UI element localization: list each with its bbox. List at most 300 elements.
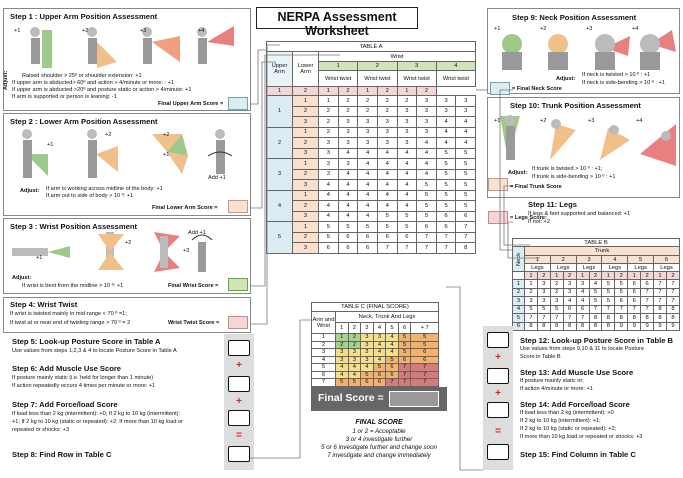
table-a-upper-arm-cell: 1 [267,96,293,128]
table-c-row-label: 4 [312,356,336,364]
table-a-cell: 4 [319,211,339,222]
table-b-cell: 8 [602,314,615,323]
table-a-cell: 5 [436,148,456,159]
step4-line-2: If twist at or near end of twisting range > 70 º = 2 [10,320,131,326]
table-c-cell: 5 [398,334,411,342]
table-a-twist-cell: 2 [377,87,397,96]
table-c-cell: 2 [336,341,349,349]
table-a-row [267,222,476,233]
table-a-twist-labels: Wrist twist Wrist twist Wrist twist Wrist twist [267,71,476,87]
table-b-row [513,288,680,297]
table-b-cell: 2 [550,280,563,289]
final-score-label: Final Score = [318,392,384,404]
table-a-cell: 5 [456,180,476,191]
trunk-figure-2 [550,119,576,160]
table-a-cell: 4 [377,169,397,180]
table-b-legs-label: Legs [628,264,654,272]
table-a-cell: 5 [377,211,397,222]
final-score-box[interactable] [389,391,439,407]
table-b-title: TABLE B [513,239,680,247]
table-a-cell: 3 [417,106,437,117]
table-a-cell: 5 [417,211,437,222]
table-b-cell: 5 [615,288,628,297]
table-a-cell: 5 [338,222,358,233]
table-c-cell: 4 [373,356,386,364]
step2-adjust-label: Adjust: [20,188,40,194]
table-a-cell: 2 [319,127,339,138]
trunk-score-box[interactable] [488,178,508,191]
table-a-cell: 4 [338,190,358,201]
step1-angle-1: +1 [14,28,21,34]
table-b-legs-cell: 1 [602,272,615,280]
lower-arm-figure-3 [152,134,188,174]
table-a-cell: 4 [436,127,456,138]
step2-line-2: If arm out to side of body > 10 º: +1 [46,193,134,199]
table-a-cell: 4 [319,190,339,201]
table-a-cell: 4 [377,190,397,201]
table-a-cell: 4 [358,211,378,222]
table-c-column-box[interactable] [487,444,509,460]
table-c-cell: 3 [336,349,349,357]
lower-arm-score-box[interactable] [228,200,248,213]
table-a-cell: 3 [358,117,378,128]
table-b-cell: 8 [602,322,615,331]
table-a-upper-arm-cell: 4 [267,190,293,222]
table-c-cell: 6 [411,356,439,364]
upper-arm-figures [12,22,242,72]
table-a-cell: 2 [377,106,397,117]
step3-angle-3: +3 [183,248,190,254]
table-a-cell: 6 [338,243,358,254]
table-b-legs-cell: 2 [563,272,576,280]
table-b-cell: 7 [641,288,654,297]
step14-line-3: If 2 kg to 10 kg (static or repeated): +2; [520,426,617,432]
table-a-twist-cell: 1 [397,87,417,96]
muscle-use-a-box[interactable] [228,376,250,392]
table-a-cell: 6 [358,243,378,254]
table-b-cell: 7 [602,305,615,314]
trunk-figure-4 [640,124,676,166]
table-b-neck-header: Neck [513,247,525,272]
table-a-lower-arm-cell: 1 [293,190,319,201]
table-a-cell: 4 [397,169,417,180]
table-a-lower-arm-cell: 1 [293,96,319,107]
table-a-twist-cell: 1 [319,87,339,96]
step10-angle-4: +4 [636,118,643,124]
table-a-cell: 3 [319,169,339,180]
posture-a-score-box[interactable] [228,340,250,356]
table-a-cell: 5 [456,159,476,170]
table-a-cell: 7 [436,243,456,254]
table-b-cell: 6 [563,305,576,314]
table-a-cell: 5 [377,222,397,233]
table-a-cell: 5 [417,201,437,212]
table-b-trunk-col: 3 [576,256,602,264]
table-b-cell: 8 [550,322,563,331]
step1-line-1: Raised shoulder > 25º or shoulder extension: +1 [22,73,142,79]
table-a-cell: 4 [319,201,339,212]
table-b-cell: 3 [537,297,550,306]
table-c-cell: 3 [361,349,374,357]
table-a-lower-arm-cell: 3 [293,148,319,159]
wrist-figure-3 [154,232,180,272]
table-b-legs-cell: 2 [641,272,654,280]
table-a-cell: 4 [338,211,358,222]
step10-line-1: If trunk is twisted > 10 º : +1; [532,166,603,172]
table-c-cell: 3 [336,356,349,364]
table-c-row [312,334,439,342]
step1-angle-3: +3 [140,28,147,34]
step3-title: Step 3 : Wrist Position Assessment [10,222,138,231]
table-c-cell: 7 [398,379,411,387]
table-a-cell: 3 [338,117,358,128]
table-c-cell: 7 [398,371,411,379]
table-b-cell: 8 [589,322,602,331]
upper-arm-figure-2 [87,27,117,68]
table-c-cell: 4 [336,371,349,379]
table-a-cell: 3 [319,148,339,159]
table-b-legs-cell: 1 [628,272,641,280]
table-a-cell: 5 [319,222,339,233]
table-a-cell: 8 [456,243,476,254]
step7-line-3: repeated or shocks: +3 [12,427,70,433]
table-c-cell: 5 [373,364,386,372]
step7-title: Step 7: Add Force/load Score [12,400,118,409]
table-a-cell: 3 [456,96,476,107]
final-score-heading: FINAL SCORE [355,419,403,426]
table-b-cell: 8 [628,314,641,323]
trunk-figures [490,110,676,166]
table-b-cell: 3 [525,297,538,306]
table-c-cell: 2 [348,334,361,342]
step3-angle-2: +2 [125,240,132,246]
step11-line-1: If legs & feet supported and balanced: +1 [528,211,631,217]
posture-b-score-box[interactable] [487,332,509,348]
step1-angle-4: +4 [198,28,205,34]
neck-score-box[interactable] [490,82,510,95]
table-b-legs-label: Legs [602,264,628,272]
table-c-cell: 4 [348,371,361,379]
table-a-row [267,127,476,138]
table-a-cell: 3 [397,127,417,138]
table-b-row [513,322,680,331]
table-c [311,302,439,394]
table-a-cell: 4 [456,117,476,128]
force-load-b-box[interactable] [487,402,509,418]
table-a-lower-arm-cell: 2 [293,138,319,149]
table-c-row-label: 5 [312,364,336,372]
table-a-cell: 5 [436,180,456,191]
table-a-cell: 7 [377,243,397,254]
table-a-cell: 4 [338,180,358,191]
table-c-cell: 6 [373,371,386,379]
upper-arm-figure-1 [30,27,52,68]
table-a-cell: 2 [377,96,397,107]
table-c-cell: 7 [398,364,411,372]
step4-line-1: If wrist is twisted mainly in mid-range < 70 º =1; [10,311,127,317]
table-a-cell: 5 [397,211,417,222]
table-b-cell: 5 [615,280,628,289]
table-a-cell: 5 [456,190,476,201]
table-a-cell: 7 [456,232,476,243]
table-c-row-label: 3 [312,349,336,357]
table-a-twist-cell: 1 [358,87,378,96]
table-a-cell: 3 [338,138,358,149]
lower-arm-figure-4 [208,129,232,174]
legs-score-box[interactable] [488,211,508,224]
table-a-twist-cell: 2 [293,87,319,96]
table-a-cell: 3 [456,106,476,117]
table-b-cell: 2 [550,288,563,297]
step8-title: Step 8: Find Row in Table C [12,450,112,459]
upper-arm-figure-3 [142,27,180,64]
table-a-lower-arm-cell: 3 [293,180,319,191]
table-a-row [267,201,476,212]
table-b-legs-cell: 1 [525,272,538,280]
lower-arm-figure-2 [87,129,118,178]
step3-line-1: If wrist is bent from the midline > 10 º: +1 [22,283,124,289]
table-c-col: + 7 [411,323,439,334]
table-c-cell: 5 [411,334,439,342]
table-a-cell: 3 [417,117,437,128]
table-a-lower-arm-cell: 1 [293,222,319,233]
table-a-cell: 3 [397,117,417,128]
table-c-cell: 4 [386,341,399,349]
step12-line-2: Score in Table B [520,354,561,360]
table-c-cell: 5 [386,356,399,364]
table-c-cell: 5 [398,349,411,357]
table-b-cell: 4 [576,288,589,297]
table-a-cell: 5 [397,222,417,233]
wrist-figure-4 [192,235,212,272]
table-c-row [312,341,439,349]
table-a-cell: 4 [397,159,417,170]
table-b-row [513,314,680,323]
step9-line-1: If neck is twisted > 10 º : +1 [582,72,651,78]
table-a-cell: 3 [417,96,437,107]
table-a-cell: 4 [358,159,378,170]
step4-score-label: Wrist Twist Score = [168,320,220,326]
table-b-cell: 7 [641,297,654,306]
table-b-cell: 4 [576,297,589,306]
table-a-cell: 3 [319,159,339,170]
lower-arm-figure-1 [22,129,48,178]
table-a-cell: 4 [417,148,437,159]
trunk-figure-1 [500,115,520,160]
table-b-cell: 5 [602,280,615,289]
step1-line-3: If upper arm is abducted >20º and posture static or action > 4/minute: +1 [12,87,192,93]
table-b-cell: 4 [589,280,602,289]
table-c-col-header: Neck, Trunk And Legs [336,312,439,323]
table-b-cell: 8 [615,314,628,323]
step10-angle-3: +3 [588,118,595,124]
table-a-cell: 3 [397,106,417,117]
step10-line-2: If trunk is side-bending > 10 º : +1 [532,174,616,180]
table-a-row [267,96,476,107]
step7-line-2: +1; If 2 kg to 10 kg (static or repeated): +2; If more than 10 kg load or [12,419,184,425]
table-c-row [312,356,439,364]
page-title: NERPA Assessment Worksheet [277,10,397,38]
table-b-corner [513,272,525,280]
table-a-twist-cell: 2 [338,87,358,96]
table-b-cell: 8 [654,305,667,314]
table-a-cell: 5 [436,169,456,180]
table-a-lower-arm-cell: 2 [293,232,319,243]
final-score-line-3: 5 or 6 investigate further and change soon [321,444,437,451]
step1-title: Step 1 : Upper Arm Position Assessment [10,12,158,21]
table-c-cell: 5 [361,371,374,379]
table-b-cell: 4 [563,297,576,306]
table-b-cell: 1 [525,280,538,289]
upper-arm-score-box[interactable] [228,97,248,110]
table-a-cell: 4 [397,201,417,212]
table-c-col: 6 [398,323,411,334]
step6-line-2: If action repeatedly occurs 4 times per minute or more: +1 [12,383,156,389]
step9-angle-3: +3 [586,26,593,32]
table-c-cell: 4 [373,341,386,349]
table-c-title: TABLE C (FINAL SCORE) [312,303,439,312]
table-b-neck-cell: 6 [513,322,525,331]
table-c-row-label: 6 [312,371,336,379]
table-a-lower-arm-header: Lower Arm [293,52,319,87]
table-b-cell: 3 [537,288,550,297]
table-c-cell: 6 [411,349,439,357]
table-b-cell: 7 [628,305,641,314]
table-b-cell: 8 [525,322,538,331]
muscle-use-b-box[interactable] [487,368,509,384]
table-b-cell: 8 [641,314,654,323]
table-a-row [267,117,476,128]
table-b-cell: 7 [654,297,667,306]
table-b-cell: 6 [628,280,641,289]
table-a-cell: 3 [338,127,358,138]
table-a-cell: 6 [319,243,339,254]
table-a-lower-arm-cell: 3 [293,211,319,222]
step9-score-label: = Final Neck Score [512,86,562,92]
table-b-cell: 8 [666,305,679,314]
step10-adjust-label: Adjust: [508,170,528,176]
table-a-cell: 4 [417,159,437,170]
table-a-cell: 4 [456,127,476,138]
table-c-cell: 4 [336,364,349,372]
table-a-title: TABLE A [267,42,476,52]
table-a-cell: 3 [436,96,456,107]
table-a-cell: 7 [397,243,417,254]
wrist-figure-2 [98,232,124,270]
table-a-cell: 4 [377,159,397,170]
table-c-cell: 3 [361,341,374,349]
wrist-score-box[interactable] [228,278,248,291]
table-b-cell: 7 [666,297,679,306]
table-c-cell: 2 [348,341,361,349]
step3-score-label: Final Wrist Score = [168,283,219,289]
wrist-twist-score-box[interactable] [228,316,248,329]
final-score-line-4: 7 investigate and change immediately [327,452,431,459]
step14-title: Step 14: Add Force/load Score [520,400,630,409]
table-a-row [267,159,476,170]
table-a-cell: 6 [417,222,437,233]
table-b-cell: 7 [525,314,538,323]
table-a-cell: 4 [358,148,378,159]
table-a-cell: 4 [417,169,437,180]
table-a-cell: 6 [456,211,476,222]
step1-line-4: If arm is supported or person is leaning: -1 [12,94,117,100]
table-c-row [312,379,439,387]
step12-title: Step 12: Look-up Posture Score in Table B [520,336,674,345]
table-a-cell: 4 [358,169,378,180]
force-load-a-box[interactable] [228,410,250,426]
table-a-wrist-cols: 1 2 3 4 [267,62,476,71]
step11-line-2: If not: +2 [528,219,550,225]
table-a-lower-arm-cell: 2 [293,106,319,117]
table-c-cell: 5 [398,341,411,349]
table-b-cell: 7 [563,314,576,323]
table-a-cell: 6 [397,232,417,243]
table-a-cell: 6 [358,232,378,243]
table-b-neck-cell: 2 [513,288,525,297]
table-a-cell: 2 [338,96,358,107]
step9-angle-1: +1 [494,26,501,32]
table-b-legs-label: Legs [576,264,602,272]
table-b-cell: 3 [563,288,576,297]
table-c-row-box[interactable] [228,446,250,462]
table-a-cell: 4 [436,138,456,149]
table-b-cell: 7 [654,280,667,289]
neck-figures [490,22,676,72]
table-a-cell: 3 [417,127,437,138]
step6-line-1: If posture mainly static (i.e. held for longer than 1 minute) [12,375,154,381]
step4-title: Step 4: Wrist Twist [10,300,78,309]
step3-add-label: Add +1 [188,230,206,236]
step2-angle-4: +1 [163,152,170,158]
step2-line-1: If arm is working across midline of the body: +1 [46,186,163,192]
step11-score-label: = Legs Score: [510,215,547,221]
table-a-cell: 1 [319,96,339,107]
table-a-cell: 7 [417,232,437,243]
table-c-cell: 4 [386,334,399,342]
table-b-legs-label: Legs [550,264,576,272]
table-a-row [267,211,476,222]
table-a-cell: 4 [377,201,397,212]
table-a-cell: 5 [456,169,476,180]
table-c-row [312,371,439,379]
step1-line-2: If upper arm is abducted> 60º and action > 4/minute or more: : +1 [12,80,175,86]
step2-score-label: Final Lower Arm Score = [152,205,218,211]
table-b [512,238,680,331]
table-b-cell: 9 [666,322,679,331]
table-b-cell: 8 [654,314,667,323]
step10-title: Step 10: Trunk Position Assessment [510,101,641,110]
table-a-cell: 3 [377,117,397,128]
table-a-cell: 3 [358,127,378,138]
table-b-cell: 9 [615,322,628,331]
table-a-cell: 5 [417,180,437,191]
table-c-col: 4 [373,323,386,334]
table-a-cell: 5 [358,222,378,233]
table-a-cell: 5 [436,190,456,201]
table-b-neck-cell: 5 [513,314,525,323]
table-a-row [267,148,476,159]
table-c-cell: 3 [361,334,374,342]
table-b-cell: 3 [537,280,550,289]
step1-angle-2: +2 [82,28,89,34]
table-a-cell: 4 [397,180,417,191]
step5-title: Step 5: Look-up Posture Score in Table A [12,337,161,346]
table-b-cell: 3 [576,280,589,289]
table-b-cell: 8 [589,314,602,323]
table-a-cell: 5 [456,201,476,212]
table-a-twist-row [267,87,476,96]
